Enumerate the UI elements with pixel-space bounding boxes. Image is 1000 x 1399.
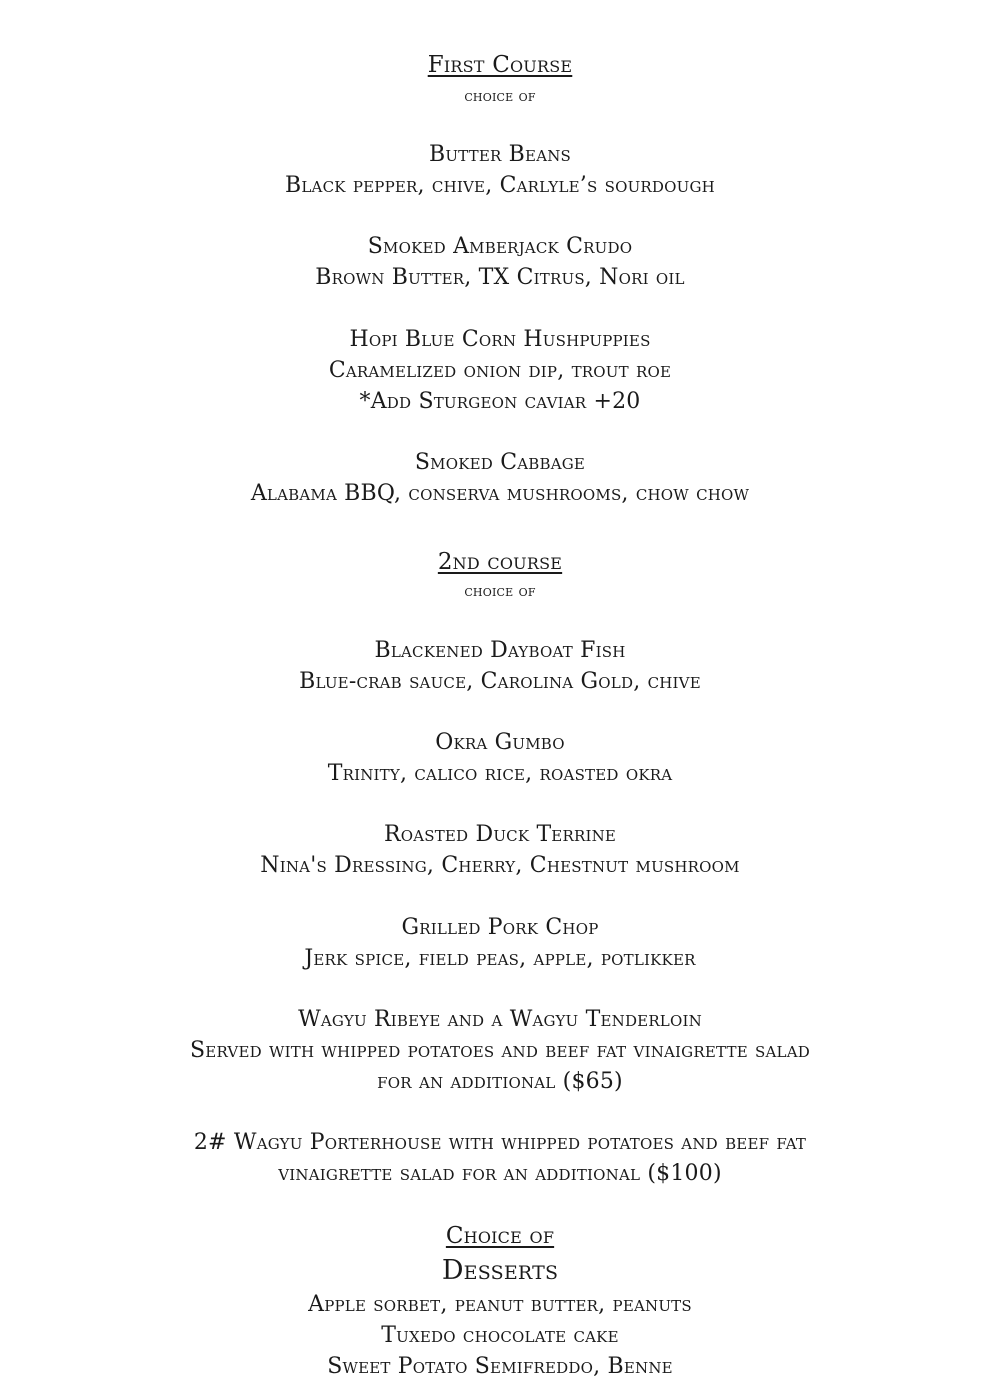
dessert-item: Tuxedo chocolate cake (381, 1323, 619, 1348)
desserts-choice-heading: Choice of (445, 1223, 555, 1249)
menu-item-description: Trinity, calico rice, roasted okra (327, 761, 673, 786)
menu-item-description: Served with whipped potatoes and beef fat vinaigrette salad (190, 1038, 810, 1063)
menu-item-name: Wagyu Ribeye and a Wagyu Tenderloin (298, 1007, 702, 1032)
second-course-subheading: choice of (464, 581, 536, 600)
menu-item-name: 2# Wagyu Porterhouse with whipped potatoes and beef fat (193, 1130, 807, 1155)
menu-item-name: Smoked Cabbage (414, 450, 586, 475)
menu-item-description: Blue-crab sauce, Carolina Gold, chive (299, 669, 701, 694)
menu-item-description: Jerk spice, field peas, apple, potlikker (304, 946, 696, 971)
first-course-heading: First Course (427, 52, 573, 78)
menu-item-name: Smoked Amberjack Crudo (367, 234, 633, 259)
menu-item-name: Butter Beans (428, 142, 572, 167)
second-course-heading: 2nd course (437, 549, 563, 575)
menu-item-name: Hopi Blue Corn Hushpuppies (349, 327, 651, 352)
menu-item-description: Caramelized onion dip, trout roe (328, 358, 672, 383)
menu-item-description: Black pepper, chive, Carlyle’s sourdough (285, 173, 715, 198)
menu-item-description: Alabama BBQ, conserva mushrooms, chow chow (250, 481, 750, 506)
menu-item-description: Nina's Dressing, Cherry, Chestnut mushroom (260, 853, 740, 878)
dessert-item: Apple sorbet, peanut butter, peanuts (308, 1292, 692, 1317)
menu-item-name: Grilled Pork Chop (401, 915, 599, 940)
dessert-item: Sweet Potato Semifreddo, Benne (327, 1354, 673, 1379)
first-course-subheading: choice of (464, 86, 536, 105)
menu-item-addon-note: *Add Sturgeon caviar +20 (359, 389, 641, 414)
menu-item-price-note: for an additional ($65) (377, 1069, 623, 1094)
desserts-title: Desserts (441, 1255, 559, 1286)
menu-item-description: vinaigrette salad for an additional ($100) (278, 1161, 722, 1186)
menu-item-name: Blackened Dayboat Fish (374, 638, 626, 663)
menu-item-name: Okra Gumbo (435, 730, 565, 755)
menu-item-name: Roasted Duck Terrine (383, 822, 617, 847)
menu-item-description: Brown Butter, TX Citrus, Nori oil (315, 265, 685, 290)
